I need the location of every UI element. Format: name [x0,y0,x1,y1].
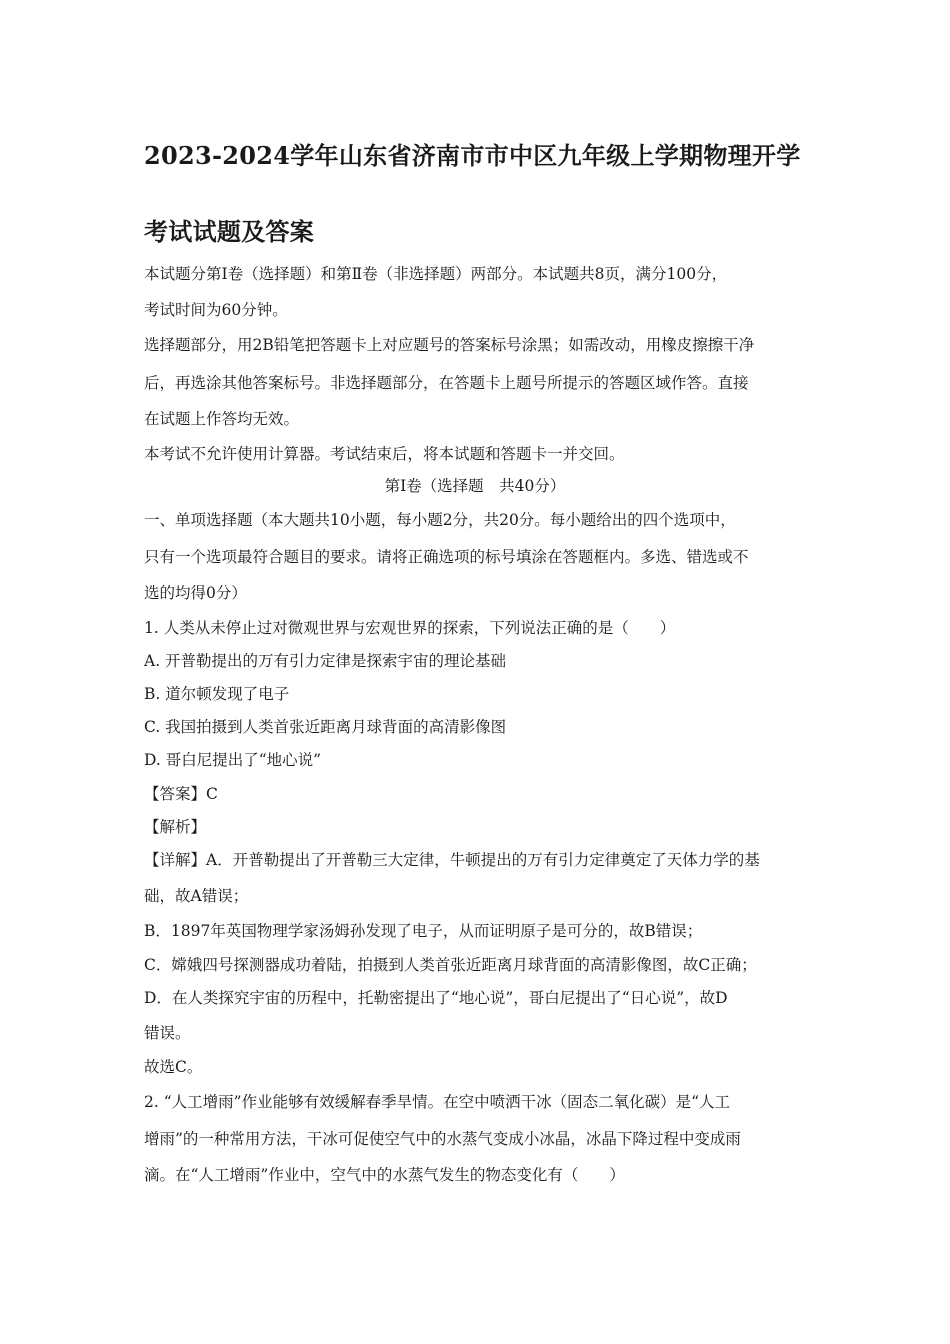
question-1-detail-line: 础，故A错误； [144,887,249,905]
question-1-option-a: A. 开普勒提出的万有引力定律是探索宇宙的理论基础 [144,652,507,670]
question-1-analysis-label: 【解析】 [144,818,207,836]
section-heading: 第Ⅰ卷（选择题 共40分） [384,477,566,495]
doc-title-line2: 考试试题及答案 [144,217,315,246]
instruction-line: 在试题上作答均无效。 [144,410,300,428]
question-1-detail-line: 【详解】A．开普勒提出了开普勒三大定律，牛顿提出的万有引力定律奠定了天体力学的基 [144,851,760,869]
instruction-line: 本考试不允许使用计算器。考试结束后，将本试题和答题卡一并交回。 [144,445,625,463]
question-1-answer: 【答案】C [144,785,218,803]
instruction-line: 选择题部分，用2B铅笔把答题卡上对应题号的答案标号涂黑；如需改动，用橡皮擦擦干净 [144,336,755,354]
question-1-detail-line: B．1897年英国物理学家汤姆孙发现了电子，从而证明原子是可分的，故B错误； [144,922,703,940]
question-1-detail-line: C．嫦娥四号探测器成功着陆，拍摄到人类首张近距离月球背面的高清影像图，故C正确； [144,956,757,974]
question-1-stem: 1. 人类从未停止过对微观世界与宏观世界的探索，下列说法正确的是（ ） [144,619,676,637]
doc-title-line1: 2023-2024学年山东省济南市市中区九年级上学期物理开学 [144,141,801,170]
question-1-detail-line: 错误。 [144,1024,191,1042]
question-1-option-c: C. 我国拍摄到人类首张近距离月球背面的高清影像图 [144,718,507,736]
instruction-line: 本试题分第Ⅰ卷（选择题）和第Ⅱ卷（非选择题）两部分。本试题共8页，满分100分， [144,265,728,283]
instruction-line: 后，再选涂其他答案标号。非选择题部分，在答题卡上题号所提示的答题区域作答。直接 [144,374,749,392]
question-1-detail-line: D．在人类探究宇宙的历程中，托勒密提出了“地心说”，哥白尼提出了“日心说”，故D [144,989,728,1007]
question-2-stem-line: 滴。在“人工增雨”作业中，空气中的水蒸气发生的物态变化有（ ） [144,1166,625,1184]
section-desc-line: 只有一个选项最符合题目的要求。请将正确选项的标号填涂在答题框内。多选、错选或不 [144,548,749,566]
section-desc-line: 一、单项选择题（本大题共10小题，每小题2分，共20分。每小题给出的四个选项中， [144,511,736,529]
question-2-stem-line: 增雨”的一种常用方法，干冰可促使空气中的水蒸气变成小冰晶，冰晶下降过程中变成雨 [144,1130,741,1148]
section-desc-line: 选的均得0分） [144,584,247,602]
instruction-line: 考试时间为60分钟。 [144,301,288,319]
question-1-option-d: D. 哥白尼提出了“地心说” [144,751,322,769]
question-1-detail-line: 故选C。 [144,1058,203,1076]
question-2-stem-line: 2. “人工增雨”作业能够有效缓解春季旱情。在空中喷洒干冰（固态二氧化碳）是“人工 [144,1093,730,1111]
question-1-option-b: B. 道尔顿发现了电子 [144,685,290,703]
